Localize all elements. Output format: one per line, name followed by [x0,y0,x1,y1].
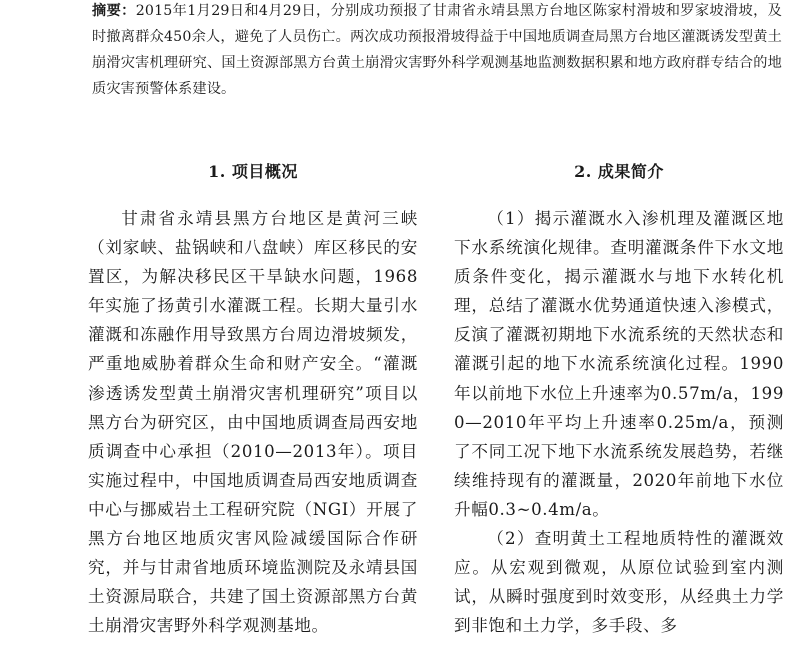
paragraph-results-2: （2）查明黄土工程地质特性的灌溉效应。从宏观到微观，从原位试验到室内测试，从瞬时强度到时效变形，从经典土力学到非饱和土力学，多手段、多 [454,529,784,636]
paragraph-results-1: （1）揭示灌溉水入渗机理及灌溉区地下水系统演化规律。查明灌溉条件下水文地质条件变化，揭示灌溉水与地下水转化机理，总结了灌溉水优势通道快速入渗模式，反演了灌溉初期地下水流系统的天然状态和灌溉引起的地下水流系统演化过程。1990年以前地下水位上升速率为0.57m/a，1990—2010年平均上升速率0.25m/a，预测了不同工况下地下水流系统发展趋势，若继续维持现有的灌溉量，2020年前地下水位升幅0.3~0.4m/a。 [454,209,784,519]
section-heading-results-summary: 2. 成果简介 [574,162,664,181]
abstract-label: 摘要： [92,3,136,19]
paragraph-project-overview: 甘肃省永靖县黑方台地区是黄河三峡（刘家峡、盐锅峡和八盘峡）库区移民的安置区，为解决移民区干旱缺水问题，1968 年实施了扬黄引水灌溉工程。长期大量引水灌溉和冻融作用导致黑方台周边滑坡频发，严重地威胁着群众生命和财产安全。“灌溉渗透诱发型黄土崩滑灾害机理研究”项目以黑方台为研究区，由中国地质调查局西安地质调查中心承担（2010—2013年）。项目实施过程中，中国地质调查局西安地质调查中心与挪威岩土工程研究院（NGI）开展了黑方台地区地质灾害风险减缓国际合作研究，并与甘肃省地质环境监测院及永靖县国土资源局联合，共建了国土资源部黑方台黄土崩滑灾害野外科学观测基地。 [88,209,418,636]
section-project-overview [88,158,418,640]
abstract-text: 2015年1月29日和4月29日，分别成功预报了甘肃省永靖县黑方台地区陈家村滑坡和罗家坡滑坡，及时撤离群众450余人，避免了人员伤亡。两次成功预报滑坡得益于中国地质调查局黑方台地区灌溉诱发型黄土崩滑灾害机理研究、国土资源部黑方台黄土崩滑灾害野外科学观测基地监测数据积累和地方政府群专结合的地质灾害预警体系建设。 [92,3,783,97]
section-heading-project-overview: 1. 项目概况 [208,162,298,181]
section-results-summary [454,158,784,640]
abstract [92,0,782,102]
